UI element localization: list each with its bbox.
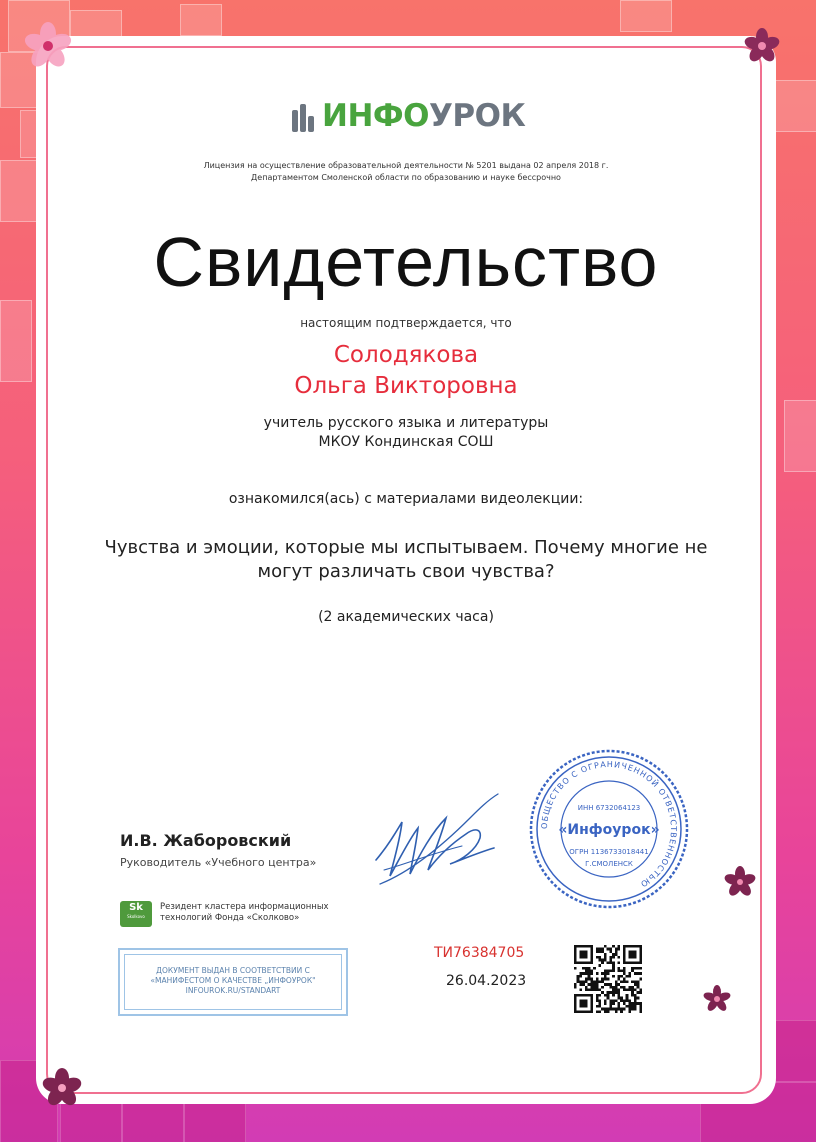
skolkovo-line-2: технологий Фонда «Сколково» <box>160 913 300 923</box>
document-id: ТИ76384705 <box>434 945 525 961</box>
flower-icon <box>20 18 76 74</box>
flower-icon <box>742 26 782 66</box>
recipient-position <box>36 414 776 452</box>
manifest-line-3: INFOUROK.RU/STANDART <box>185 986 281 995</box>
flower-icon <box>722 864 758 900</box>
director-role: Руководитель «Учебного центра» <box>120 856 317 869</box>
license-line-1: Лицензия на осуществление образовательной деятельности № 5201 выдана 02 апреля 2018 г. <box>203 161 609 170</box>
logo-part-2: УРОК <box>428 98 526 134</box>
recipient-school: МКОУ Кондинская СОШ <box>318 434 494 450</box>
skolkovo-text <box>160 902 329 924</box>
hours-text: (2 академических часа) <box>318 609 494 625</box>
confirm-text: настоящим подтверждается, что <box>300 316 512 330</box>
flower-icon <box>702 984 732 1014</box>
infourok-logo <box>292 96 532 140</box>
stamp-city: Г.СМОЛЕНСК <box>585 860 633 868</box>
studied-text: ознакомился(ась) с материалами видеолекции: <box>228 491 584 507</box>
certificate-title: Свидетельство <box>153 223 659 301</box>
stamp-inn: ИНН 6732064123 <box>577 804 641 812</box>
skolkovo-logo <box>120 901 152 927</box>
stamp-ring-text: ОБЩЕСТВО С ОГРАНИЧЕННОЙ ОТВЕТСТВЕННОСТЬЮ <box>539 759 679 890</box>
lecture-title <box>36 536 776 584</box>
flower-icon <box>38 1064 86 1112</box>
lecture-line-2: могут различать свои чувства? <box>257 561 555 582</box>
manifest-box <box>118 948 348 1016</box>
manifest-text <box>120 966 346 996</box>
recipient-given-names: Ольга Викторовна <box>294 373 518 399</box>
recipient-name <box>36 340 776 402</box>
logo-bars-icon <box>292 104 318 132</box>
director-name: И.В. Жаборовский <box>120 831 292 850</box>
qr-code-icon[interactable] <box>574 945 642 1013</box>
recipient-surname: Солодякова <box>333 342 479 368</box>
recipient-role: учитель русского языка и литературы <box>263 415 549 431</box>
stamp-center: «Инфоурок» <box>558 822 660 838</box>
license-line-2: Департаментом Смоленской области по образованию и науке бессрочно <box>251 173 561 182</box>
skolkovo-logo-text: Sk <box>129 902 143 913</box>
skolkovo-logo-subtext: Skolkovo <box>127 914 145 919</box>
stamp-ogrn: ОГРН 1136733018441 <box>569 848 649 856</box>
skolkovo-line-1: Резидент кластера информационных <box>160 902 329 912</box>
manifest-line-1: ДОКУМЕНТ ВЫДАН В СООТВЕТСТВИИ С <box>156 966 310 975</box>
license-text <box>36 160 776 184</box>
lecture-line-1: Чувства и эмоции, которые мы испытываем. Почему многие не <box>104 537 708 558</box>
signature-icon <box>370 788 502 900</box>
logo-text <box>322 98 525 134</box>
logo-part-1: ИНФО <box>322 98 429 134</box>
manifest-line-2: «МАНИФЕСТОМ О КАЧЕСТВЕ „ИНФОУРОК" <box>150 976 316 985</box>
company-stamp <box>528 748 690 910</box>
document-date: 26.04.2023 <box>446 973 527 989</box>
